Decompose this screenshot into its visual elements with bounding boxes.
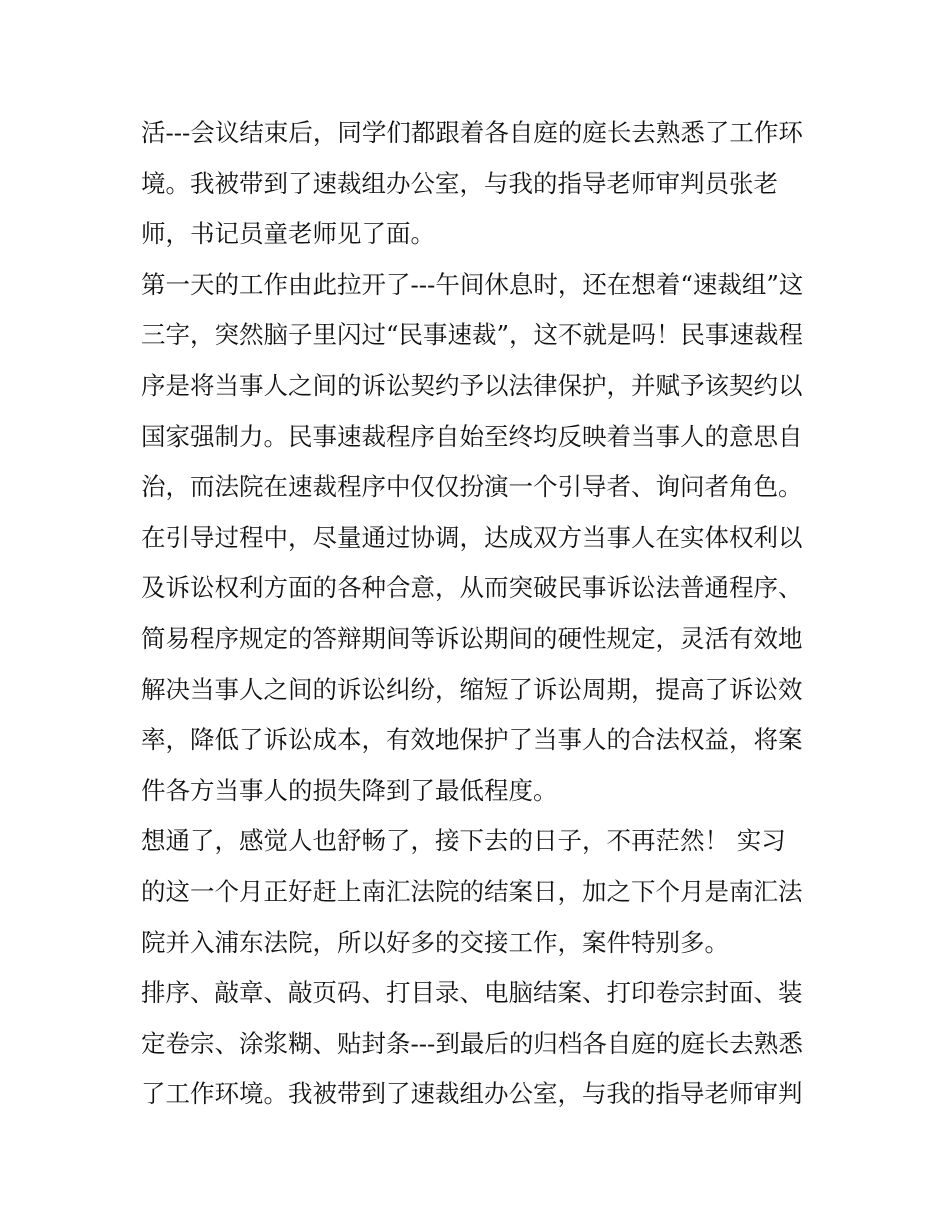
text-line-6: 序是将当事人之间的诉讼契约予以法律保护，并赋予该契约以 (141, 370, 803, 400)
text-line-12: 解决当事人之间的诉讼纠纷，缩短了诉讼周期，提高了诉讼效 (141, 674, 803, 704)
text-line-4: 第一天的工作由此拉开了---午间休息时，还在想着“速裁组”这 (141, 269, 804, 299)
text-line-20: 了工作环境。我被带到了速裁组办公室，与我的指导老师审判 (141, 1079, 803, 1109)
text-line-19: 定卷宗、涂浆糊、贴封条---到最后的归档各自庭的庭长去熟悉 (141, 1028, 803, 1058)
text-line-14: 件各方当事人的损失降到了最低程度。 (141, 775, 558, 805)
text-line-13: 率，降低了诉讼成本，有效地保护了当事人的合法权益，将案 (141, 725, 803, 755)
text-line-15: 想通了，感觉人也舒畅了，接下去的日子，不再茫然！ 实习 (141, 826, 786, 856)
body-text (141, 108, 821, 1120)
text-line-3: 师，书记员童老师见了面。 (141, 219, 435, 249)
text-line-7: 国家强制力。民事速裁程序自始至终均反映着当事人的意思自 (141, 421, 803, 451)
text-line-10: 及诉讼权利方面的各种合意，从而突破民事诉讼法普通程序、 (141, 573, 803, 603)
text-line-16: 的这一个月正好赶上南汇法院的结案日，加之下个月是南汇法 (141, 876, 803, 906)
text-line-2: 境。我被带到了速裁组办公室，与我的指导老师审判员张老 (141, 168, 778, 198)
text-line-9: 在引导过程中，尽量通过协调，达成双方当事人在实体权利以 (141, 522, 803, 552)
text-line-8: 治，而法院在速裁程序中仅仅扮演一个引导者、询问者角色。 (141, 472, 803, 502)
text-line-18: 排序、敲章、敲页码、打目录、电脑结案、打印卷宗封面、装 (141, 978, 803, 1008)
text-line-1: 活---会议结束后，同学们都跟着各自庭的庭长去熟悉了工作环 (141, 118, 803, 147)
text-line-17: 院并入浦东法院，所以好多的交接工作，案件特别多。 (141, 927, 729, 957)
text-line-11: 简易程序规定的答辩期间等诉讼期间的硬性规定，灵活有效地 (141, 623, 803, 653)
text-line-5: 三字，突然脑子里闪过“民事速裁”，这不就是吗！民事速裁程 (141, 320, 804, 350)
